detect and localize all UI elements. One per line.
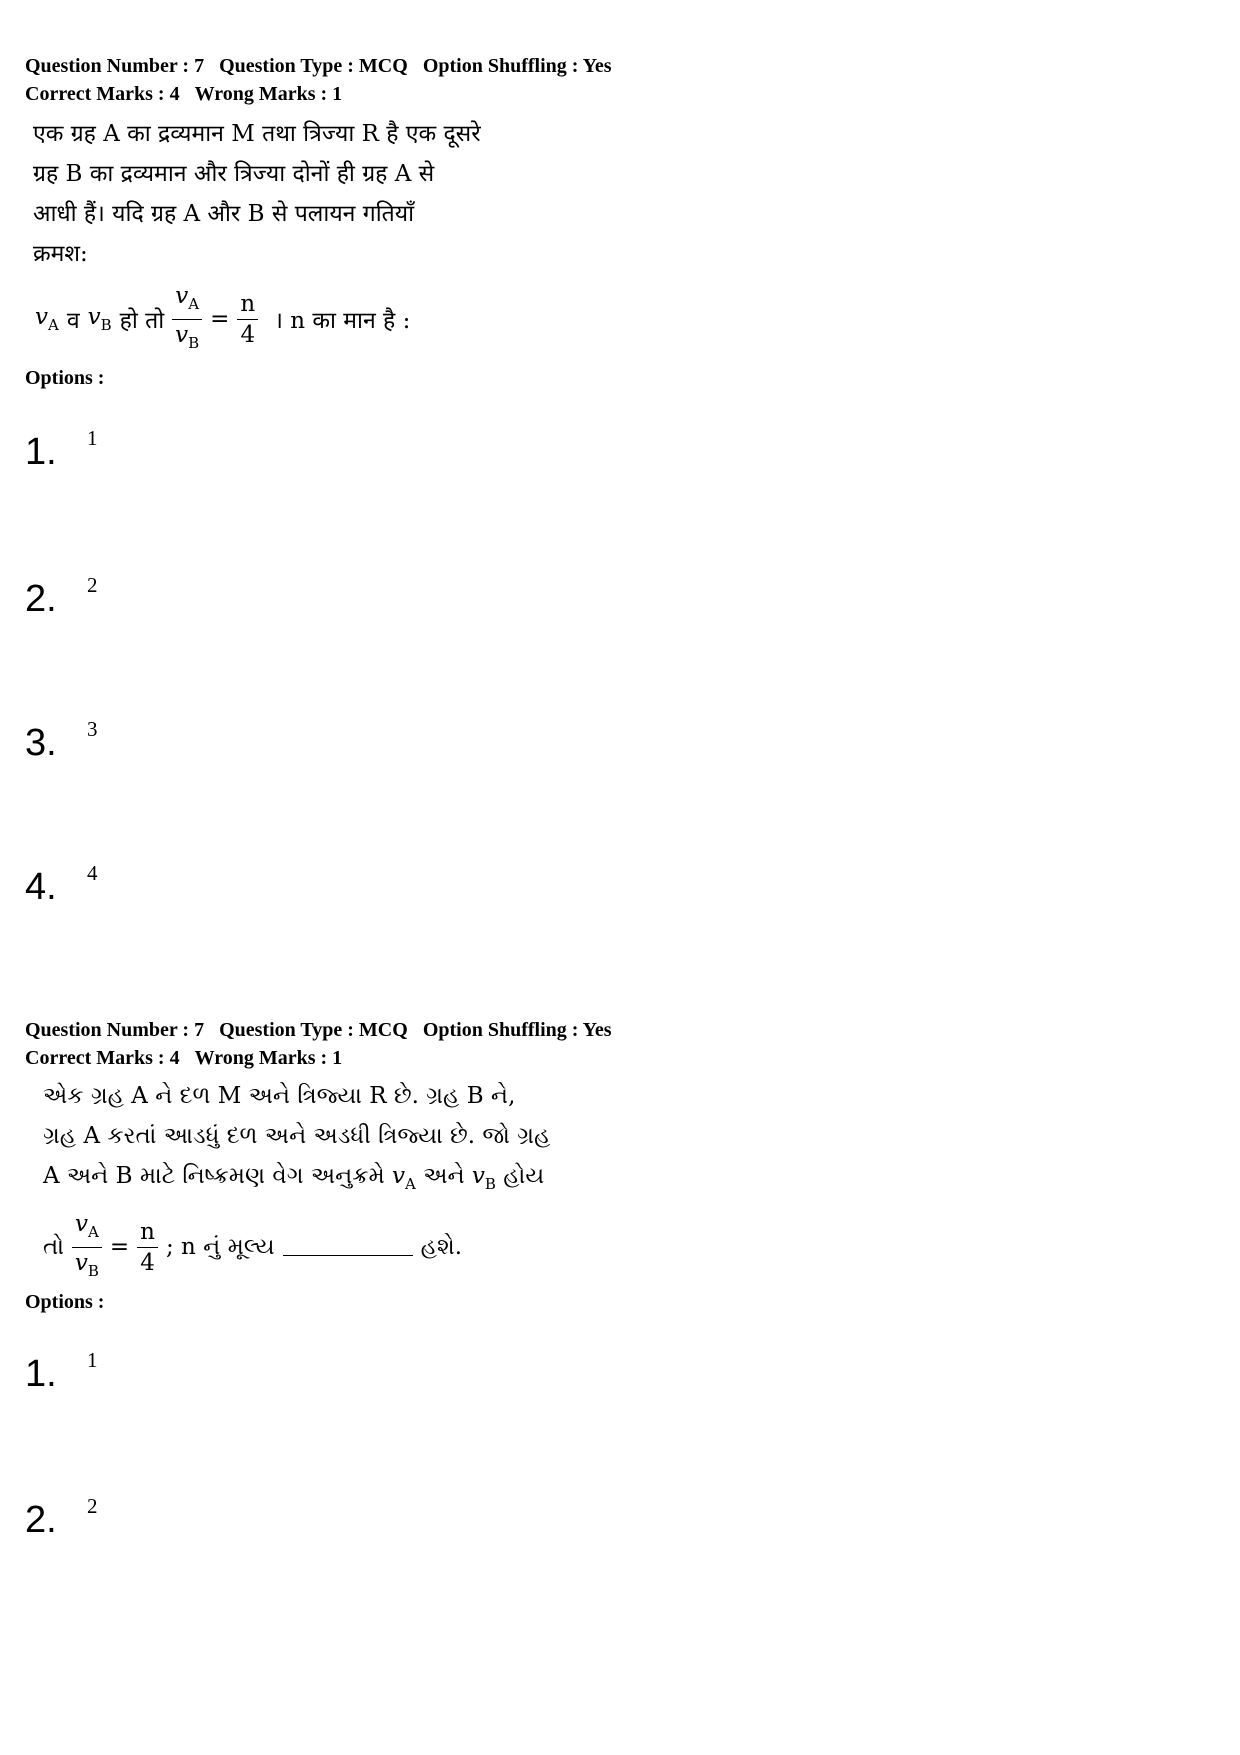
option-number: 4.: [25, 866, 57, 908]
option-shuffling: Option Shuffling : Yes: [422, 55, 612, 77]
question-number: Question Number : 7: [25, 55, 205, 77]
n-over-4-fraction: $\frac{n}{4}$: [237, 291, 258, 348]
question-type: Question Type : MCQ: [219, 55, 408, 77]
option-value: 4: [87, 861, 98, 885]
formula-tail: ; n નું મૂલ્ય: [165, 1234, 275, 1260]
n-over-4-fraction: $\frac{n}{4}$: [137, 1219, 158, 1276]
option-number: 2.: [25, 1499, 57, 1541]
question-formula: [35, 280, 1205, 358]
question-line: A અને B માટે નિષ્ક્રમણ વેગ અનુક્રમે $v_A$ અને $v_B$ હોય: [43, 1163, 545, 1193]
correct-marks: Correct Marks : 4: [25, 83, 180, 105]
velocity-a: $v_A$: [35, 304, 59, 334]
option-number: 1.: [25, 431, 57, 473]
formula-tail-end: હશે.: [420, 1234, 463, 1260]
question-line: ग्रह B का द्रव्यमान और त्रिज्या दोनों ही ग्रह A से: [33, 161, 435, 187]
wrong-marks: Wrong Marks : 1: [194, 1047, 343, 1069]
question-number: Question Number : 7: [25, 1019, 205, 1041]
question-line: ગ્રહ A કરતાં આડધું દળ અને અડધી ત્રિજ્યા છે. જો ગ્રહ: [43, 1123, 551, 1149]
question-line: एक ग्रह A का द्रव्यमान M तथा त्रिज्या R है एक दूसरे: [33, 121, 481, 147]
question-text: [33, 114, 553, 274]
question-meta: [25, 52, 1205, 80]
velocity-a: $v_A$: [392, 1163, 416, 1193]
question-type: Question Type : MCQ: [219, 1019, 408, 1041]
option-number: 2.: [25, 578, 57, 620]
conjunction: व: [66, 308, 80, 334]
question-text: [33, 1076, 593, 1204]
question-line: आधी हैं। यदि ग्रह A और B से पलायन गतियाँ: [33, 201, 415, 227]
option-1[interactable]: [25, 1348, 98, 1402]
option-2[interactable]: [25, 1494, 98, 1548]
ho-to: हो तो: [119, 308, 165, 334]
option-value: 1: [87, 1348, 98, 1372]
option-number: 1.: [25, 1353, 57, 1395]
option-1[interactable]: [25, 426, 98, 480]
option-3[interactable]: [25, 717, 98, 771]
options-label: Options :: [25, 1291, 105, 1313]
wrong-marks: Wrong Marks : 1: [194, 83, 343, 105]
equals-sign: =: [210, 306, 230, 332]
option-2[interactable]: [25, 573, 98, 627]
formula-tail: । n का मान है :: [274, 308, 411, 334]
option-value: 2: [87, 573, 98, 597]
option-4[interactable]: [25, 861, 98, 915]
velocity-b: $v_B$: [471, 1163, 496, 1193]
velocity-b: $v_B$: [87, 304, 112, 334]
options-label: Options :: [25, 367, 105, 389]
option-value: 3: [87, 717, 98, 741]
velocity-ratio-fraction: $\frac{v_A}{v_B}$: [172, 283, 202, 356]
marks-meta: [25, 1044, 1205, 1072]
correct-marks: Correct Marks : 4: [25, 1047, 180, 1069]
answer-blank: [283, 1239, 413, 1256]
question-line: એક ગ્રહ A ને દળ M અને ત્રિજ્યા R છે. ગ્રહ B ને,: [43, 1083, 516, 1109]
option-value: 2: [87, 1494, 98, 1518]
option-number: 3.: [25, 722, 57, 764]
option-shuffling: Option Shuffling : Yes: [422, 1019, 612, 1041]
velocity-ratio-fraction: $\frac{v_A}{v_B}$: [72, 1211, 102, 1284]
question-line: क्रमश:: [33, 241, 88, 267]
question-1: [25, 52, 1205, 392]
equals-sign: =: [109, 1234, 130, 1260]
to-word: તો: [43, 1234, 64, 1260]
marks-meta: [25, 80, 1205, 108]
option-value: 1: [87, 426, 98, 450]
question-2: [25, 1016, 1205, 1316]
question-meta: [25, 1016, 1205, 1044]
question-formula: [43, 1208, 1205, 1286]
